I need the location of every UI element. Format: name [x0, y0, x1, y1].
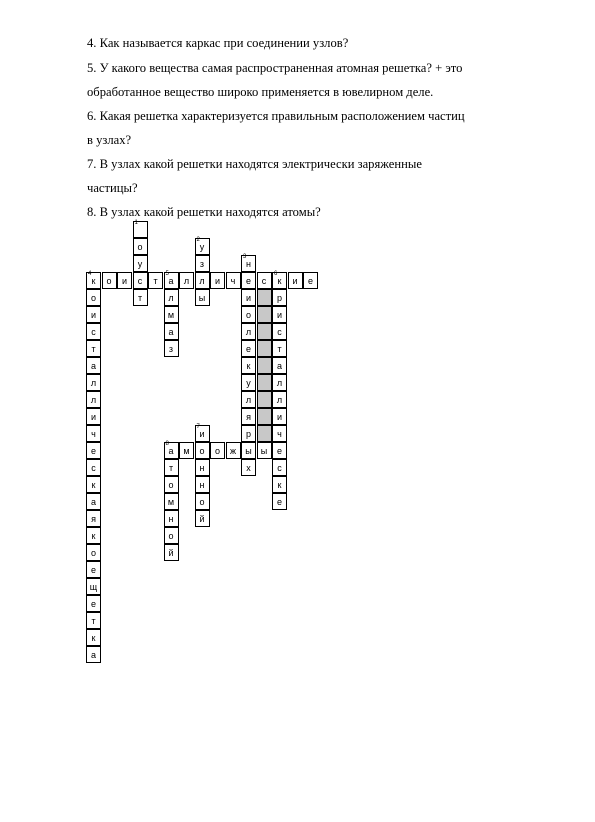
cell-letter: н — [199, 463, 205, 473]
crossword-cell — [257, 408, 272, 425]
cell-letter: л — [183, 276, 190, 286]
crossword-cell — [86, 323, 101, 340]
crossword-cell — [303, 272, 318, 289]
cell-letter: у — [199, 242, 205, 252]
crossword-cell — [257, 272, 272, 289]
cell-letter: т — [168, 463, 174, 473]
crossword-cell — [195, 289, 210, 306]
crossword-cell — [164, 340, 179, 357]
crossword-cell — [272, 272, 287, 289]
crossword-cell — [86, 476, 101, 493]
cell-letter: л — [90, 395, 97, 405]
cell-letter: с — [137, 276, 143, 286]
cell-letter: к — [277, 276, 282, 286]
cell-letter: т — [277, 344, 282, 354]
cell-letter: к — [91, 276, 96, 286]
cell-letter: ж — [229, 446, 237, 456]
crossword-cell — [272, 408, 287, 425]
crossword-cell — [86, 612, 101, 629]
crossword-cell — [86, 578, 101, 595]
crossword-cell — [86, 374, 101, 391]
crossword-cell — [241, 459, 256, 476]
crossword-cell — [164, 527, 179, 544]
cell-letter: с — [261, 276, 267, 286]
question-7: 7. В узлах какой решетки находятся электрически заряженные — [87, 157, 422, 171]
crossword-cell — [226, 272, 241, 289]
crossword-cell — [272, 476, 287, 493]
crossword-cell — [164, 272, 179, 289]
cell-letter: о — [214, 446, 220, 456]
question-6-continued: в узлах? — [87, 133, 132, 147]
cell-letter: р — [245, 429, 251, 439]
crossword-cell — [257, 374, 272, 391]
crossword-cell — [86, 561, 101, 578]
crossword-cell — [195, 493, 210, 510]
cell-letter: ы — [245, 446, 252, 456]
crossword-cell — [195, 442, 210, 459]
crossword-cell — [195, 459, 210, 476]
question-5: 5. У какого вещества самая распространенная атомная решетка? + это — [87, 61, 463, 75]
crossword-cell — [102, 272, 117, 289]
cell-letter: е — [90, 446, 96, 456]
crossword-cell — [86, 510, 101, 527]
cell-letter: о — [168, 531, 174, 541]
crossword-cell — [86, 408, 101, 425]
cell-letter: я — [246, 412, 251, 422]
cell-letter: я — [91, 514, 96, 524]
crossword-cell — [86, 357, 101, 374]
cell-letter: с — [277, 463, 282, 473]
crossword-cell — [133, 289, 148, 306]
crossword-cell — [241, 255, 256, 272]
question-6: 6. Какая решетка характеризуется правильным расположением частиц — [87, 109, 465, 123]
clue-number: 1 — [134, 220, 138, 226]
cell-letter: к — [277, 480, 282, 490]
cell-letter: о — [199, 446, 205, 456]
cell-letter: л — [276, 395, 283, 405]
crossword-cell — [164, 544, 179, 561]
crossword-cell — [272, 493, 287, 510]
cell-letter: л — [276, 378, 283, 388]
crossword-cell — [195, 476, 210, 493]
cell-letter: ч — [91, 429, 96, 439]
crossword-cell — [241, 391, 256, 408]
cell-letter: к — [91, 633, 96, 643]
crossword-cell — [164, 510, 179, 527]
crossword-cell — [164, 459, 179, 476]
cell-letter: с — [91, 327, 96, 337]
cell-letter: и — [245, 293, 252, 303]
crossword-cell — [86, 595, 101, 612]
crossword-cell — [272, 459, 287, 476]
crossword-cell — [86, 289, 101, 306]
crossword-cell — [86, 646, 101, 663]
crossword-cell — [272, 323, 287, 340]
crossword-cell — [195, 510, 210, 527]
crossword-cell — [257, 340, 272, 357]
crossword-cell — [86, 629, 101, 646]
crossword-cell — [86, 544, 101, 561]
crossword-cell — [179, 442, 194, 459]
crossword-cell — [86, 425, 101, 442]
crossword-cell — [86, 306, 101, 323]
cell-letter: ы — [198, 293, 206, 303]
cell-letter: е — [90, 599, 96, 609]
question-7-continued: частицы? — [87, 181, 138, 195]
question-4: 4. Как называется каркас при соединении узлов? — [87, 36, 349, 50]
cell-letter: е — [90, 565, 96, 575]
crossword-cell — [241, 340, 256, 357]
crossword-cell — [257, 323, 272, 340]
cell-letter: т — [91, 616, 96, 626]
crossword-cell — [164, 306, 179, 323]
cell-letter: с — [91, 463, 96, 473]
cell-letter: и — [276, 412, 283, 422]
cell-letter: о — [168, 480, 174, 490]
cell-letter: е — [276, 497, 282, 507]
crossword-cell — [195, 272, 210, 289]
clue-number: 5 — [165, 271, 169, 277]
cell-letter: л — [199, 276, 205, 286]
cell-letter: и — [199, 429, 205, 439]
question-8: 8. В узлах какой решетки находятся атомы? — [87, 205, 321, 219]
crossword-cell — [272, 391, 287, 408]
cell-letter: а — [276, 361, 282, 371]
crossword-cell — [195, 425, 210, 442]
cell-letter: т — [91, 344, 96, 354]
cell-letter: о — [199, 497, 205, 507]
cell-letter: м — [167, 497, 175, 507]
cell-letter: ы — [260, 446, 268, 456]
cell-letter: и — [276, 310, 283, 320]
crossword-cell — [210, 272, 225, 289]
cell-letter: л — [90, 378, 97, 388]
clue-number: 2 — [196, 237, 200, 243]
crossword-cell — [272, 289, 287, 306]
cell-letter: е — [307, 276, 313, 286]
cell-letter: и — [292, 276, 298, 286]
cell-letter: о — [90, 548, 96, 558]
crossword-cell — [272, 306, 287, 323]
cell-letter: л — [245, 327, 252, 337]
cell-letter: а — [90, 361, 96, 371]
crossword-cell — [257, 306, 272, 323]
crossword-cell — [179, 272, 194, 289]
crossword-cell — [117, 272, 132, 289]
crossword-cell — [210, 442, 225, 459]
cell-letter: щ — [89, 582, 98, 592]
crossword-cell — [257, 442, 272, 459]
cell-letter: о — [90, 293, 96, 303]
crossword-cell — [86, 459, 101, 476]
cell-letter: и — [90, 310, 97, 320]
cell-letter: м — [183, 446, 190, 456]
crossword-cell — [241, 374, 256, 391]
crossword-cell — [164, 442, 179, 459]
cell-letter: н — [199, 480, 205, 490]
question-5-continued: обработанное вещество широко применяется в ювелирном деле. — [87, 85, 434, 99]
cell-letter: с — [277, 327, 282, 337]
crossword-cell — [164, 323, 179, 340]
crossword-cell — [257, 391, 272, 408]
cell-letter: к — [91, 531, 96, 541]
crossword-cell — [148, 272, 163, 289]
crossword-cell — [133, 238, 148, 255]
cell-letter: н — [246, 259, 251, 269]
cell-letter: з — [199, 259, 205, 269]
crossword-cell — [133, 272, 148, 289]
crossword-cell — [241, 289, 256, 306]
cell-letter: у — [137, 259, 143, 269]
crossword-cell — [257, 289, 272, 306]
crossword-cell — [86, 340, 101, 357]
cell-letter: м — [167, 310, 175, 320]
cell-letter: о — [106, 276, 112, 286]
crossword-cell — [164, 476, 179, 493]
crossword-cell — [195, 255, 210, 272]
crossword-cell — [241, 442, 256, 459]
clue-number: 8 — [165, 441, 169, 447]
cell-letter: е — [245, 276, 251, 286]
cell-letter: к — [91, 480, 96, 490]
crossword-cell — [241, 323, 256, 340]
crossword-cell — [86, 442, 101, 459]
crossword-cell — [241, 408, 256, 425]
crossword-cell — [241, 357, 256, 374]
cell-letter: й — [168, 548, 174, 558]
cell-letter: е — [245, 344, 251, 354]
crossword-cell — [86, 391, 101, 408]
cell-letter: и — [90, 412, 97, 422]
cell-letter: р — [276, 293, 282, 303]
cell-letter: н — [168, 514, 174, 524]
crossword-cell — [272, 442, 287, 459]
clue-number: 7 — [196, 424, 200, 430]
crossword-cell — [164, 289, 179, 306]
cell-letter: а — [168, 276, 174, 286]
cell-letter: у — [246, 378, 251, 388]
cell-letter: т — [153, 276, 158, 286]
crossword-cell — [241, 306, 256, 323]
cell-letter: е — [276, 446, 282, 456]
cell-letter: к — [246, 361, 251, 371]
crossword-cell — [257, 425, 272, 442]
cell-letter: и — [121, 276, 128, 286]
crossword-cell — [272, 357, 287, 374]
crossword-cell — [241, 425, 256, 442]
clue-number: 3 — [243, 254, 247, 260]
cell-letter: й — [199, 514, 205, 524]
cell-letter: х — [246, 463, 251, 473]
crossword-cell — [195, 238, 210, 255]
crossword-cell — [226, 442, 241, 459]
crossword-cell — [257, 357, 272, 374]
cell-letter: о — [245, 310, 251, 320]
cell-letter: о — [137, 242, 143, 252]
crossword-cell — [272, 425, 287, 442]
crossword-cell — [241, 272, 256, 289]
crossword-cell — [86, 493, 101, 510]
cell-letter: ч — [230, 276, 236, 286]
crossword-cell — [133, 255, 148, 272]
crossword-cell — [86, 272, 101, 289]
crossword-cell — [272, 340, 287, 357]
cell-letter: а — [168, 327, 174, 337]
clue-number: 4 — [88, 271, 92, 277]
clue-number: 6 — [274, 271, 278, 277]
cell-letter: а — [168, 446, 174, 456]
cell-letter: ч — [277, 429, 282, 439]
crossword-cell — [133, 221, 148, 238]
cell-letter: л — [168, 293, 174, 303]
crossword-cell — [272, 374, 287, 391]
cell-letter: з — [168, 344, 174, 354]
crossword-cell — [164, 493, 179, 510]
cell-letter: т — [137, 293, 143, 303]
crossword-cell — [86, 527, 101, 544]
cell-letter: л — [245, 395, 252, 405]
cell-letter: и — [214, 276, 221, 286]
cell-letter: а — [90, 497, 96, 507]
crossword-cell — [288, 272, 303, 289]
cell-letter: а — [90, 650, 96, 660]
